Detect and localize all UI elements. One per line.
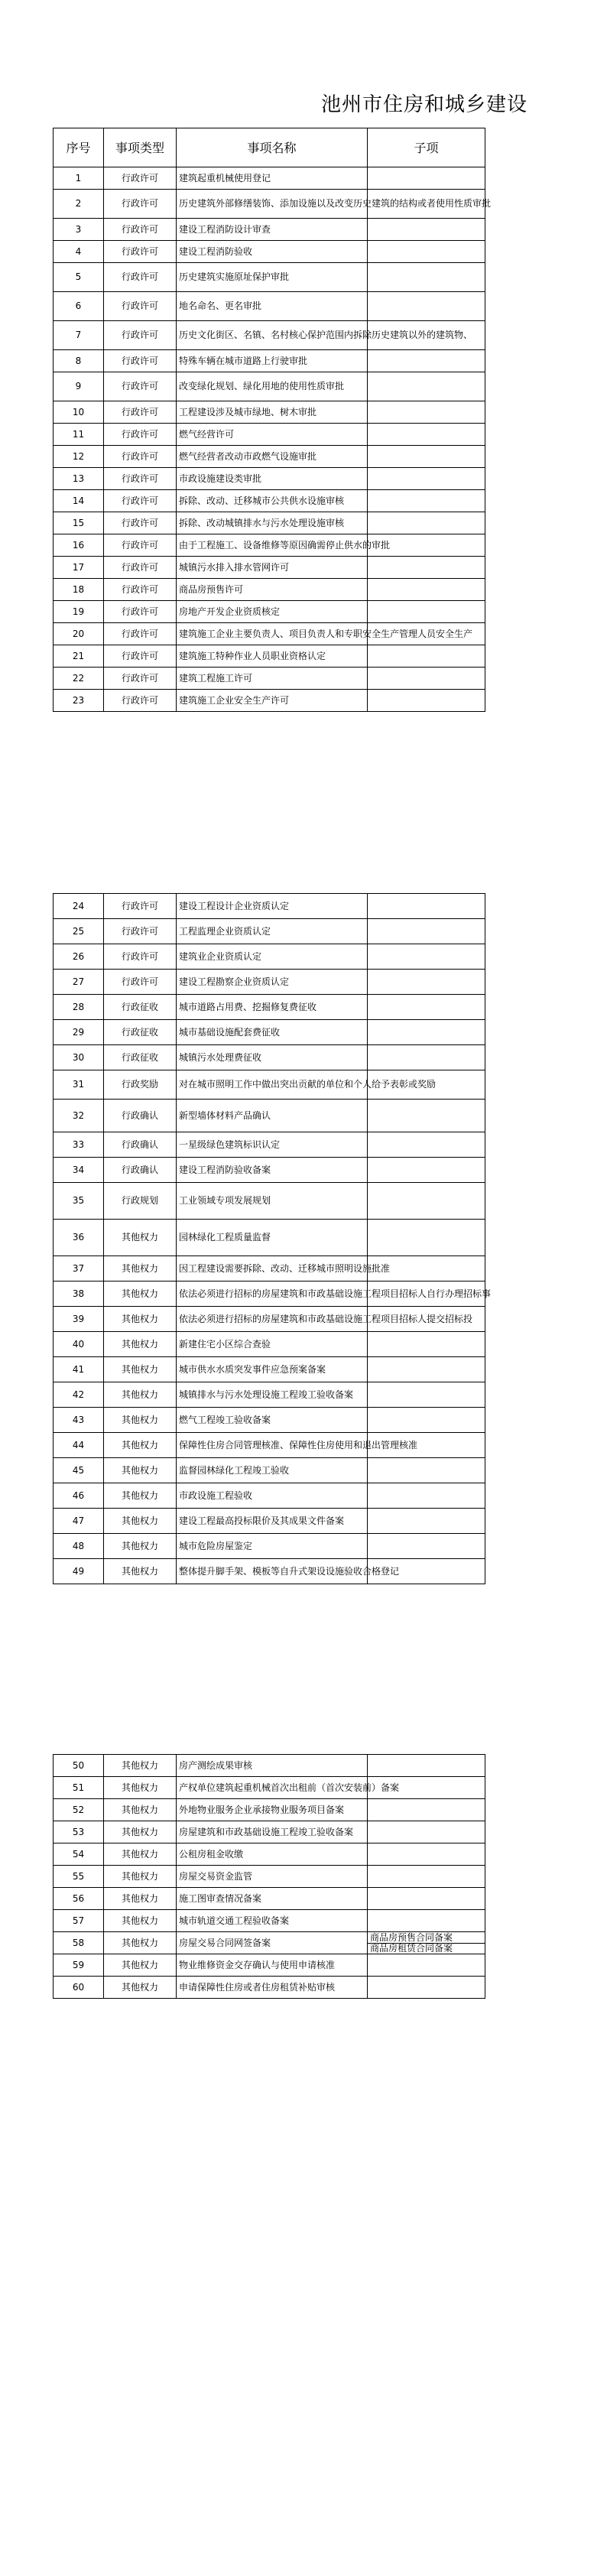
row-number: 27	[54, 970, 104, 995]
row-name: 市政设施工程验收	[177, 1483, 368, 1509]
table-row	[54, 1100, 485, 1132]
row-subitem: 商品房预售合同备案	[368, 1932, 485, 1944]
row-number: 33	[54, 1132, 104, 1158]
row-number: 32	[54, 1100, 104, 1132]
row-type: 其他权力	[104, 1433, 177, 1458]
row-subitem	[368, 490, 485, 512]
row-name: 依法必须进行招标的房屋建筑和市政基础设施工程项目招标人提交招标投	[177, 1307, 368, 1332]
row-name: 园林绿化工程质量监督	[177, 1220, 368, 1256]
row-number: 1	[54, 167, 104, 190]
table-row	[54, 372, 485, 401]
row-name: 建设工程设计企业资质认定	[177, 894, 368, 919]
row-type: 行政许可	[104, 512, 177, 534]
row-subitem	[368, 1100, 485, 1132]
row-type: 行政许可	[104, 490, 177, 512]
table-row	[54, 1777, 485, 1799]
row-type: 其他权力	[104, 1799, 177, 1821]
row-type: 行政许可	[104, 944, 177, 970]
row-type: 行政征收	[104, 995, 177, 1020]
row-name: 房产测绘成果审核	[177, 1755, 368, 1777]
row-type: 行政许可	[104, 190, 177, 219]
row-subitem	[368, 1977, 485, 1999]
table-row	[54, 1158, 485, 1183]
row-name: 新建住宅小区综合查验	[177, 1332, 368, 1357]
table-row	[54, 424, 485, 446]
row-number: 59	[54, 1954, 104, 1977]
row-type: 其他权力	[104, 1777, 177, 1799]
row-type: 行政许可	[104, 534, 177, 557]
row-number: 3	[54, 219, 104, 241]
row-name: 商品房预售许可	[177, 579, 368, 601]
row-subitem	[368, 167, 485, 190]
row-subitem	[368, 557, 485, 579]
row-name: 由于工程施工、设备维修等原因确需停止供水的审批	[177, 534, 368, 557]
row-number: 19	[54, 601, 104, 623]
row-subitem	[368, 919, 485, 944]
row-subitem: 商品房租赁合同备案	[368, 1944, 485, 1954]
row-number: 4	[54, 241, 104, 263]
row-number: 46	[54, 1483, 104, 1509]
row-type: 行政许可	[104, 401, 177, 424]
row-number: 7	[54, 321, 104, 350]
table-row	[54, 241, 485, 263]
table-row	[54, 1020, 485, 1045]
table-row	[54, 1132, 485, 1158]
row-name: 城镇排水与污水处理设施工程竣工验收备案	[177, 1382, 368, 1408]
row-name: 公租房租金收缴	[177, 1843, 368, 1866]
row-subitem	[368, 668, 485, 690]
row-subitem	[368, 1458, 485, 1483]
table-row	[54, 321, 485, 350]
row-number: 24	[54, 894, 104, 919]
row-subitem	[368, 579, 485, 601]
row-type: 行政确认	[104, 1100, 177, 1132]
row-type: 行政许可	[104, 468, 177, 490]
row-subitem	[368, 1534, 485, 1559]
row-number: 40	[54, 1332, 104, 1357]
table-row	[54, 468, 485, 490]
table-row	[54, 1910, 485, 1932]
row-subitem	[368, 292, 485, 321]
table-row	[54, 1954, 485, 1977]
row-subitem	[368, 1357, 485, 1382]
row-type: 行政许可	[104, 350, 177, 372]
table-row	[54, 1220, 485, 1256]
row-number: 57	[54, 1910, 104, 1932]
row-name: 物业维修资金交存确认与使用申请核准	[177, 1954, 368, 1977]
row-name: 城市危险房屋鉴定	[177, 1534, 368, 1559]
row-name: 燃气经营许可	[177, 424, 368, 446]
row-subitem	[368, 601, 485, 623]
row-type: 其他权力	[104, 1282, 177, 1307]
row-type: 行政许可	[104, 219, 177, 241]
row-subitem	[368, 1408, 485, 1433]
row-name: 房地产开发企业资质核定	[177, 601, 368, 623]
row-subitem	[368, 468, 485, 490]
table-row	[54, 995, 485, 1020]
row-subitem	[368, 1755, 485, 1777]
row-name: 城市轨道交通工程验收备案	[177, 1910, 368, 1932]
row-number: 43	[54, 1408, 104, 1433]
row-type: 其他权力	[104, 1559, 177, 1584]
row-type: 行政许可	[104, 557, 177, 579]
row-type: 其他权力	[104, 1977, 177, 1999]
table-row	[54, 1559, 485, 1584]
row-number: 38	[54, 1282, 104, 1307]
table-row	[54, 512, 485, 534]
row-number: 48	[54, 1534, 104, 1559]
table-row	[54, 1866, 485, 1888]
row-subitem	[368, 1382, 485, 1408]
table-row	[54, 1433, 485, 1458]
table-row	[54, 1483, 485, 1509]
row-type: 其他权力	[104, 1458, 177, 1483]
row-number: 54	[54, 1843, 104, 1866]
row-name: 监督园林绿化工程竣工验收	[177, 1458, 368, 1483]
row-type: 行政许可	[104, 321, 177, 350]
row-name: 房屋建筑和市政基础设施工程竣工验收备案	[177, 1821, 368, 1843]
row-type: 其他权力	[104, 1821, 177, 1843]
row-number: 58	[54, 1932, 104, 1954]
row-number: 14	[54, 490, 104, 512]
row-number: 56	[54, 1888, 104, 1910]
row-subitem	[368, 219, 485, 241]
table-row	[54, 1509, 485, 1534]
table-row	[54, 579, 485, 601]
row-number: 52	[54, 1799, 104, 1821]
row-name: 市政设施建设类审批	[177, 468, 368, 490]
table-row	[54, 1045, 485, 1070]
row-type: 其他权力	[104, 1755, 177, 1777]
row-name: 地名命名、更名审批	[177, 292, 368, 321]
table-row	[54, 1256, 485, 1282]
row-number: 47	[54, 1509, 104, 1534]
table-row	[54, 894, 485, 919]
row-name: 建设工程勘察企业资质认定	[177, 970, 368, 995]
row-name: 拆除、改动城镇排水与污水处理设施审核	[177, 512, 368, 534]
row-number: 31	[54, 1070, 104, 1100]
row-type: 其他权力	[104, 1954, 177, 1977]
row-type: 行政许可	[104, 167, 177, 190]
row-name: 城市道路占用费、挖掘修复费征收	[177, 995, 368, 1020]
table-row	[54, 645, 485, 668]
table-row	[54, 446, 485, 468]
table-row	[54, 1357, 485, 1382]
table-row	[54, 623, 485, 645]
row-name: 工业领域专项发展规划	[177, 1183, 368, 1220]
row-type: 行政许可	[104, 241, 177, 263]
row-number: 23	[54, 690, 104, 712]
row-subitem	[368, 350, 485, 372]
row-name: 房屋交易合同网签备案	[177, 1932, 368, 1954]
row-name: 历史建筑外部修缮装饰、添加设施以及改变历史建筑的结构或者使用性质审批	[177, 190, 368, 219]
header-sub: 子项	[368, 128, 485, 167]
row-number: 22	[54, 668, 104, 690]
row-number: 13	[54, 468, 104, 490]
row-name: 工程建设涉及城市绿地、树木审批	[177, 401, 368, 424]
table-row	[54, 1977, 485, 1999]
row-subitem	[368, 1158, 485, 1183]
row-name: 建设工程消防设计审查	[177, 219, 368, 241]
row-type: 行政许可	[104, 372, 177, 401]
row-type: 其他权力	[104, 1220, 177, 1256]
row-name: 产权单位建筑起重机械首次出租前（首次安装前）备案	[177, 1777, 368, 1799]
row-name: 建设工程消防验收	[177, 241, 368, 263]
table-row	[54, 490, 485, 512]
table-row	[54, 1307, 485, 1332]
row-number: 55	[54, 1866, 104, 1888]
table-row	[54, 292, 485, 321]
table-section-2	[53, 893, 492, 1584]
row-name: 改变绿化规划、绿化用地的使用性质审批	[177, 372, 368, 401]
row-type: 行政许可	[104, 919, 177, 944]
row-type: 其他权力	[104, 1534, 177, 1559]
row-subitem	[368, 970, 485, 995]
table-row	[54, 557, 485, 579]
table-row	[54, 1534, 485, 1559]
table-row	[54, 401, 485, 424]
row-subitem	[368, 446, 485, 468]
row-subitem	[368, 1821, 485, 1843]
table-row	[54, 1282, 485, 1307]
row-name: 燃气工程竣工验收备案	[177, 1408, 368, 1433]
row-type: 行政规划	[104, 1183, 177, 1220]
row-type: 行政许可	[104, 645, 177, 668]
row-type: 行政奖励	[104, 1070, 177, 1100]
row-name: 对在城市照明工作中做出突出贡献的单位和个人给予表彰或奖励	[177, 1070, 368, 1100]
row-name: 建筑施工企业主要负责人、项目负责人和专职安全生产管理人员安全生产	[177, 623, 368, 645]
row-subitem	[368, 241, 485, 263]
row-subitem	[368, 1045, 485, 1070]
row-type: 其他权力	[104, 1483, 177, 1509]
row-number: 34	[54, 1158, 104, 1183]
row-number: 8	[54, 350, 104, 372]
row-type: 行政确认	[104, 1132, 177, 1158]
row-type: 行政许可	[104, 690, 177, 712]
row-name: 一星级绿色建筑标识认定	[177, 1132, 368, 1158]
table-row	[54, 219, 485, 241]
row-name: 房屋交易资金监管	[177, 1866, 368, 1888]
row-number: 17	[54, 557, 104, 579]
row-number: 5	[54, 263, 104, 292]
row-type: 其他权力	[104, 1910, 177, 1932]
table-section-1	[53, 128, 492, 712]
row-subitem	[368, 690, 485, 712]
row-name: 历史文化街区、名镇、名村核心保护范围内拆除历史建筑以外的建筑物、	[177, 321, 368, 350]
row-number: 53	[54, 1821, 104, 1843]
table-row	[54, 1332, 485, 1357]
row-type: 行政确认	[104, 1158, 177, 1183]
row-subitem	[368, 995, 485, 1020]
row-subitem	[368, 512, 485, 534]
row-name: 历史建筑实施原址保护审批	[177, 263, 368, 292]
table-row	[54, 919, 485, 944]
row-type: 行政许可	[104, 894, 177, 919]
row-type: 其他权力	[104, 1332, 177, 1357]
row-name: 建筑施工特种作业人员职业资格认定	[177, 645, 368, 668]
row-type: 其他权力	[104, 1509, 177, 1534]
row-subitem	[368, 1888, 485, 1910]
row-number: 2	[54, 190, 104, 219]
row-subitem	[368, 1910, 485, 1932]
row-number: 9	[54, 372, 104, 401]
table-row	[54, 1755, 485, 1777]
table-row	[54, 167, 485, 190]
table-section-3	[53, 1754, 485, 1999]
page-title: 池州市住房和城乡建设	[321, 93, 528, 116]
row-type: 其他权力	[104, 1866, 177, 1888]
row-number: 50	[54, 1755, 104, 1777]
row-subitem	[368, 1483, 485, 1509]
row-subitem	[368, 1509, 485, 1534]
row-subitem	[368, 1332, 485, 1357]
row-type: 行政许可	[104, 601, 177, 623]
row-number: 36	[54, 1220, 104, 1256]
row-number: 28	[54, 995, 104, 1020]
row-subitem	[368, 1132, 485, 1158]
row-name: 建筑施工企业安全生产许可	[177, 690, 368, 712]
row-number: 45	[54, 1458, 104, 1483]
table-row	[54, 1888, 485, 1910]
row-number: 26	[54, 944, 104, 970]
row-number: 6	[54, 292, 104, 321]
row-name: 燃气经营者改动市政燃气设施审批	[177, 446, 368, 468]
row-subitem	[368, 1183, 485, 1220]
row-type: 其他权力	[104, 1888, 177, 1910]
row-type: 其他权力	[104, 1307, 177, 1332]
row-name: 申请保障性住房或者住房租赁补贴审核	[177, 1977, 368, 1999]
table-row	[54, 1408, 485, 1433]
row-type: 其他权力	[104, 1932, 177, 1954]
table-row	[54, 263, 485, 292]
table-row	[54, 1821, 485, 1843]
row-subitem	[368, 1799, 485, 1821]
row-subitem	[368, 894, 485, 919]
row-number: 12	[54, 446, 104, 468]
row-subitem	[368, 372, 485, 401]
header-name: 事项名称	[177, 128, 368, 167]
table-row	[54, 534, 485, 557]
row-number: 16	[54, 534, 104, 557]
table-row	[54, 1183, 485, 1220]
table-row	[54, 1932, 485, 1944]
header-row	[54, 128, 485, 167]
row-type: 行政许可	[104, 970, 177, 995]
row-number: 49	[54, 1559, 104, 1584]
row-type: 行政许可	[104, 292, 177, 321]
row-name: 特殊车辆在城市道路上行驶审批	[177, 350, 368, 372]
row-name: 城市基础设施配套费征收	[177, 1020, 368, 1045]
row-number: 21	[54, 645, 104, 668]
row-subitem	[368, 401, 485, 424]
table-row	[54, 1843, 485, 1866]
row-name: 城镇污水排入排水管网许可	[177, 557, 368, 579]
row-number: 60	[54, 1977, 104, 1999]
row-subitem	[368, 645, 485, 668]
table-row	[54, 190, 485, 219]
row-number: 44	[54, 1433, 104, 1458]
row-number: 39	[54, 1307, 104, 1332]
row-name: 建筑工程施工许可	[177, 668, 368, 690]
row-subitem	[368, 1954, 485, 1977]
row-type: 其他权力	[104, 1408, 177, 1433]
row-type: 行政许可	[104, 668, 177, 690]
row-name: 施工图审查情况备案	[177, 1888, 368, 1910]
row-number: 15	[54, 512, 104, 534]
row-name: 拆除、改动、迁移城市公共供水设施审核	[177, 490, 368, 512]
row-subitem	[368, 1843, 485, 1866]
row-name: 建设工程最高投标限价及其成果文件备案	[177, 1509, 368, 1534]
row-name: 城市供水水质突发事件应急预案备案	[177, 1357, 368, 1382]
table-row	[54, 1458, 485, 1483]
table-row	[54, 944, 485, 970]
row-type: 行政许可	[104, 579, 177, 601]
row-number: 10	[54, 401, 104, 424]
table-row	[54, 668, 485, 690]
row-number: 37	[54, 1256, 104, 1282]
row-subitem	[368, 1866, 485, 1888]
row-name: 城镇污水处理费征收	[177, 1045, 368, 1070]
row-type: 行政征收	[104, 1045, 177, 1070]
row-number: 41	[54, 1357, 104, 1382]
row-name: 外地物业服务企业承接物业服务项目备案	[177, 1799, 368, 1821]
row-subitem	[368, 944, 485, 970]
header-type: 事项类型	[104, 128, 177, 167]
row-subitem	[368, 424, 485, 446]
row-number: 30	[54, 1045, 104, 1070]
row-name: 工程监理企业资质认定	[177, 919, 368, 944]
row-subitem	[368, 1020, 485, 1045]
table-row	[54, 1799, 485, 1821]
row-name: 建设工程消防验收备案	[177, 1158, 368, 1183]
row-number: 29	[54, 1020, 104, 1045]
table-row	[54, 1382, 485, 1408]
row-type: 行政许可	[104, 263, 177, 292]
row-number: 35	[54, 1183, 104, 1220]
row-number: 11	[54, 424, 104, 446]
row-name: 整体提升脚手架、模板等自升式架设设施验收合格登记	[177, 1559, 368, 1584]
row-number: 18	[54, 579, 104, 601]
row-name: 因工程建设需要拆除、改动、迁移城市照明设施批准	[177, 1256, 368, 1282]
table-row	[54, 690, 485, 712]
row-type: 行政许可	[104, 446, 177, 468]
row-name: 依法必须进行招标的房屋建筑和市政基础设施工程项目招标人自行办理招标事	[177, 1282, 368, 1307]
row-type: 其他权力	[104, 1382, 177, 1408]
row-number: 51	[54, 1777, 104, 1799]
row-name: 建筑起重机械使用登记	[177, 167, 368, 190]
table-row	[54, 970, 485, 995]
row-type: 其他权力	[104, 1843, 177, 1866]
row-number: 42	[54, 1382, 104, 1408]
row-type: 其他权力	[104, 1256, 177, 1282]
row-type: 行政许可	[104, 424, 177, 446]
row-subitem	[368, 1220, 485, 1256]
row-number: 25	[54, 919, 104, 944]
row-number: 20	[54, 623, 104, 645]
row-type: 行政许可	[104, 623, 177, 645]
row-type: 行政征收	[104, 1020, 177, 1045]
row-type: 其他权力	[104, 1357, 177, 1382]
table-row	[54, 350, 485, 372]
table-row	[54, 601, 485, 623]
row-subitem	[368, 263, 485, 292]
row-name: 新型墙体材料产品确认	[177, 1100, 368, 1132]
row-name: 建筑业企业资质认定	[177, 944, 368, 970]
row-name: 保障性住房合同管理核准、保障性住房使用和退出管理核准	[177, 1433, 368, 1458]
table-row	[54, 1070, 485, 1100]
header-no: 序号	[54, 128, 104, 167]
